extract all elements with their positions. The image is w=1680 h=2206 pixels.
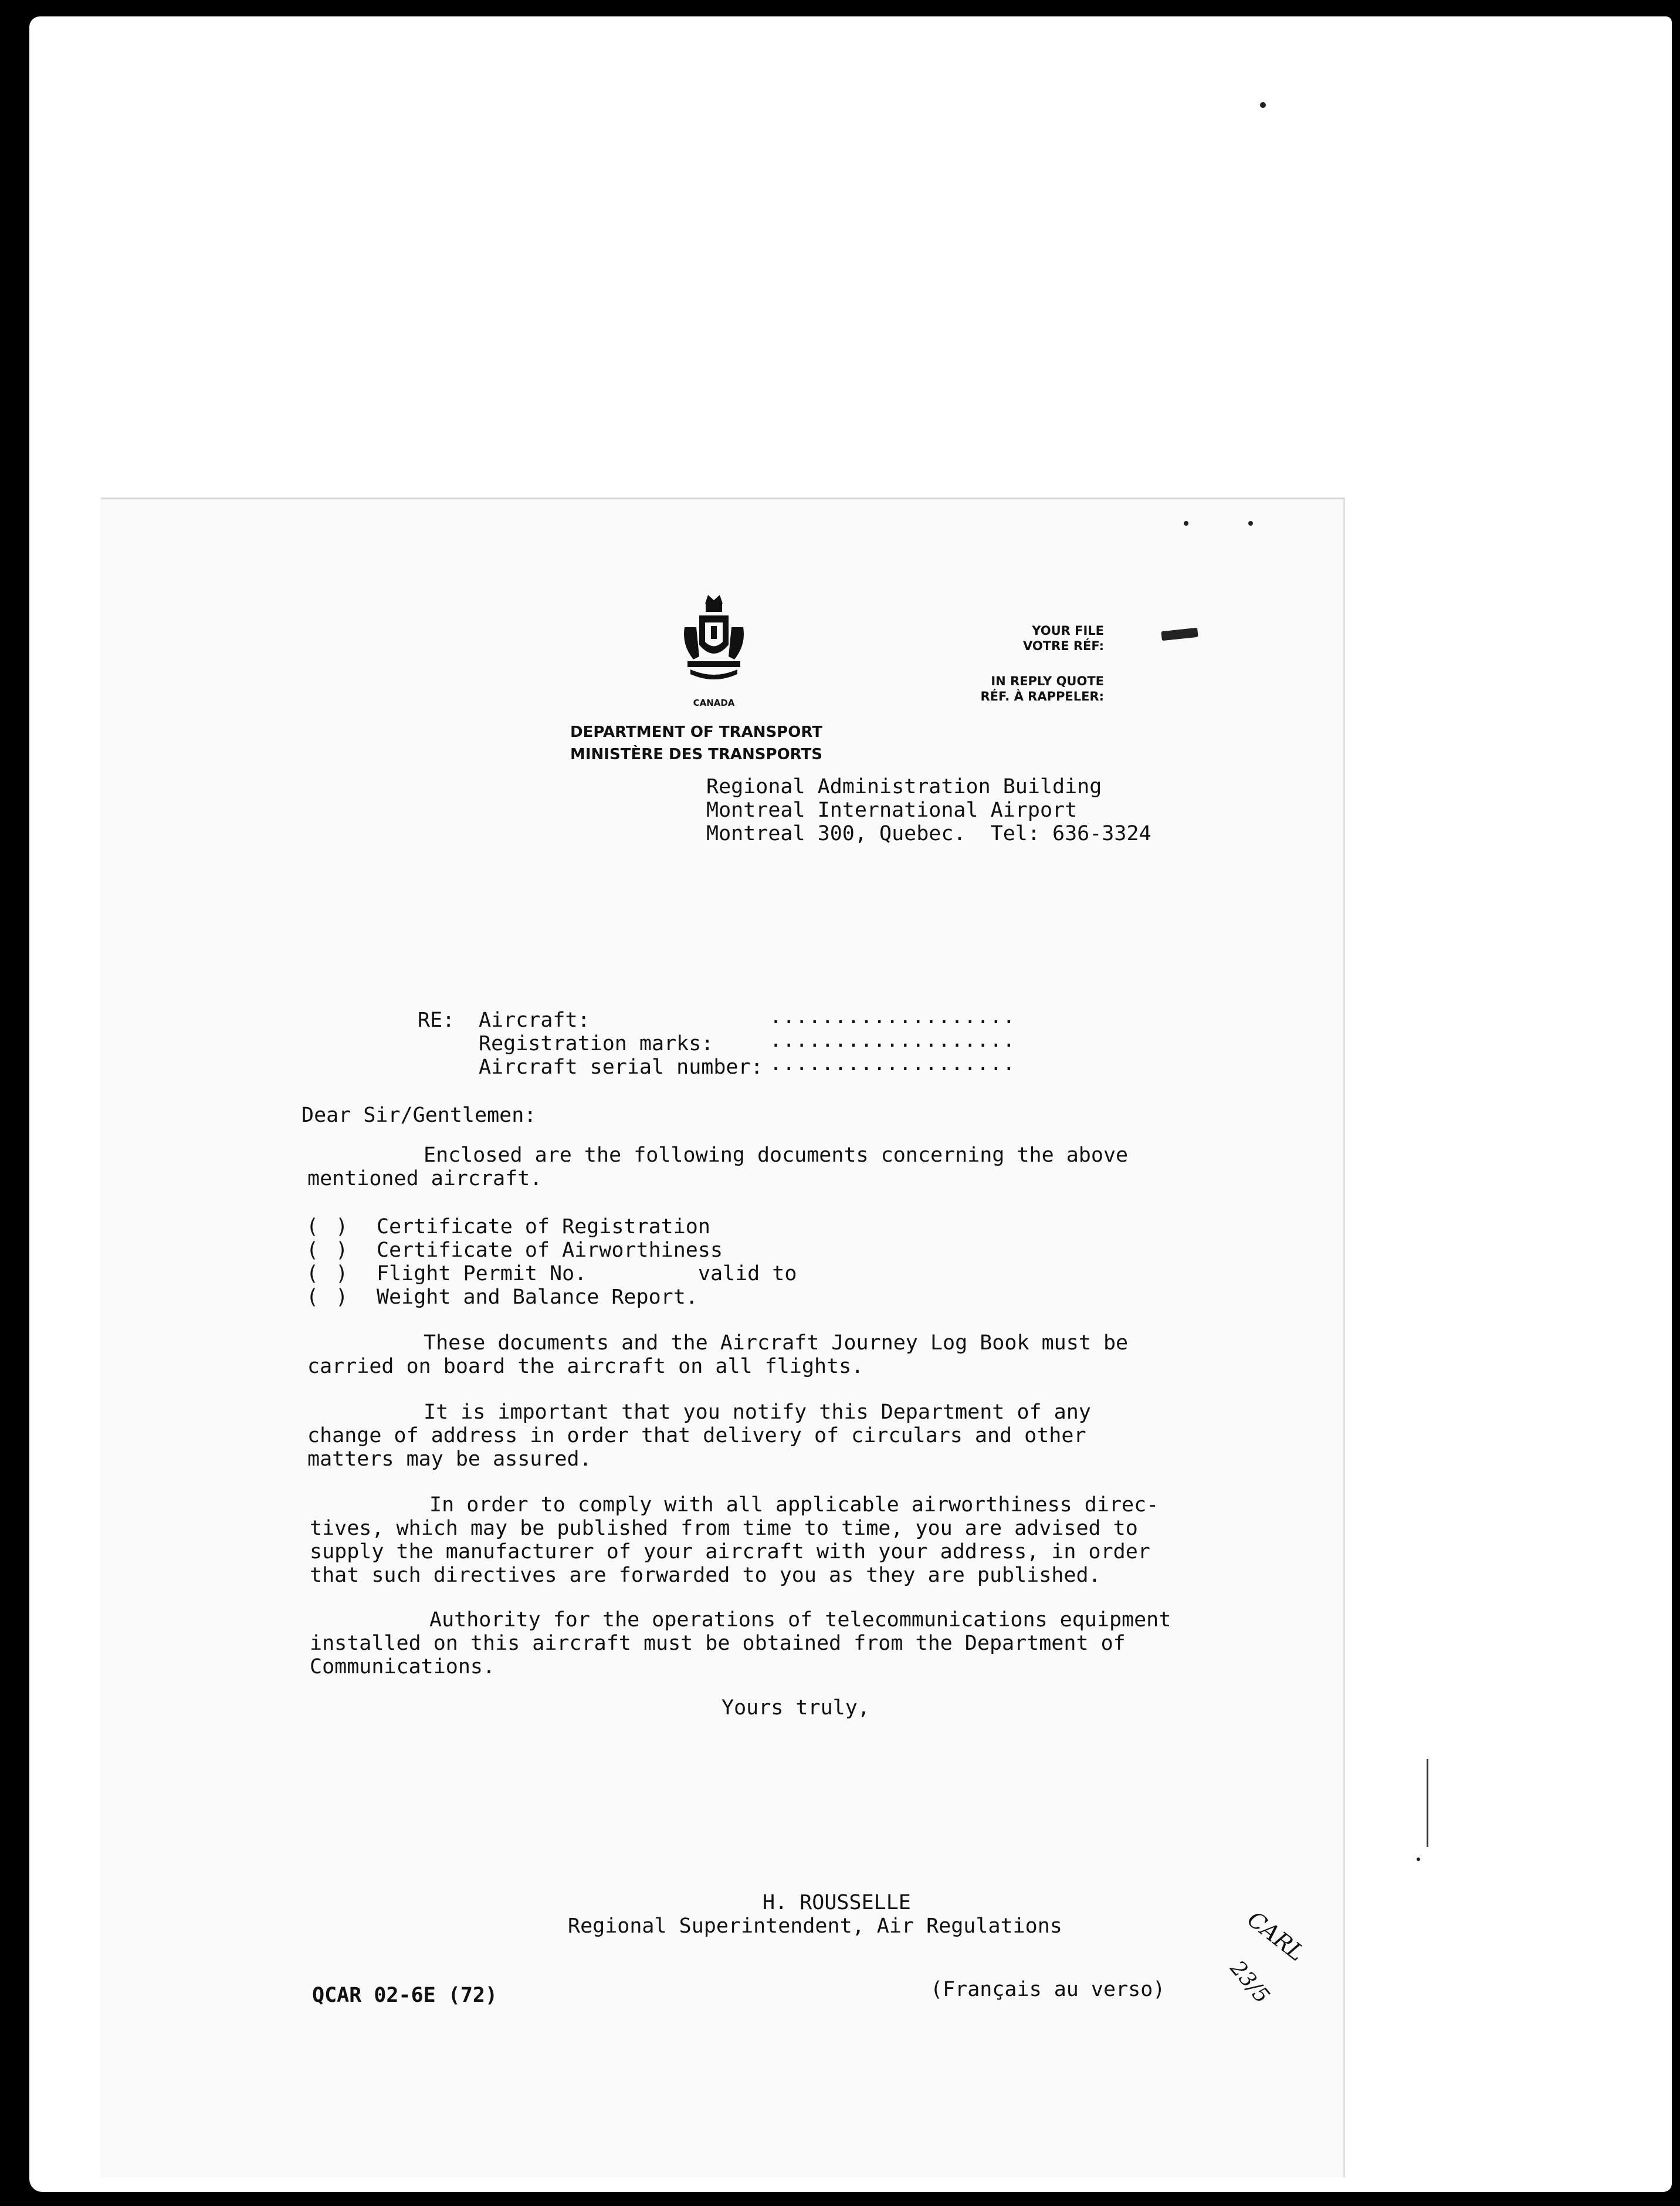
scan-speck xyxy=(1417,1857,1420,1861)
crest-label: CANADA xyxy=(693,698,735,708)
paragraph-2-line-3: matters may be assured. xyxy=(307,1447,592,1471)
signatory-title: Regional Superintendent, Air Regulations xyxy=(568,1914,1062,1938)
paragraph-3-line-4: that such directives are forwarded to you as they are published. xyxy=(310,1564,1101,1587)
paragraph-1-line-2: carried on board the aircraft on all flights. xyxy=(307,1355,864,1378)
paragraph-3-line-1: In order to comply with all applicable airworthiness direc- xyxy=(429,1493,1159,1517)
registration-blank: ................... xyxy=(770,1028,1016,1052)
paragraph-4-line-1: Authority for the operations of telecommunications equipment xyxy=(429,1608,1171,1632)
handwritten-annotation-1: CARL xyxy=(1242,1906,1310,1967)
checklist-item-3: Flight Permit No. valid to xyxy=(377,1262,797,1285)
aircraft-blank: ................... xyxy=(770,1005,1016,1028)
reply-quote-label-fr: RÉF. À RAPPELER: xyxy=(980,689,1104,703)
paragraph-2-line-2: change of address in order that delivery of circulars and other xyxy=(307,1424,1086,1447)
pen-mark xyxy=(1161,628,1198,641)
coat-of-arms-emblem xyxy=(679,592,749,692)
serial-blank: ................... xyxy=(770,1052,1016,1075)
signatory-name: H. ROUSSELLE xyxy=(763,1891,911,1914)
reply-quote-label-en: IN REPLY QUOTE xyxy=(991,674,1104,688)
scan-speck xyxy=(1260,102,1266,108)
paragraph-3-line-3: supply the manufacturer of your aircraft with your address, in order xyxy=(310,1540,1150,1564)
french-version-note: (Français au verso) xyxy=(930,1978,1166,2001)
checklist-item-1: Certificate of Registration xyxy=(377,1215,710,1239)
paragraph-4-line-3: Communications. xyxy=(310,1655,496,1679)
paragraph-1-line-1: These documents and the Aircraft Journey Log Book must be xyxy=(424,1331,1129,1355)
letter-sheet xyxy=(101,498,1345,2177)
intro-line-1: Enclosed are the following documents concerning the above xyxy=(424,1143,1129,1167)
scan-speck xyxy=(1248,521,1253,526)
paragraph-2-line-1: It is important that you notify this Department of any xyxy=(424,1400,1091,1424)
checklist-paren-2: ( ) xyxy=(306,1239,351,1262)
checklist-paren-1: ( ) xyxy=(306,1215,351,1239)
form-code: QCAR 02-6E (72) xyxy=(312,1984,498,2007)
closing: Yours truly, xyxy=(722,1696,870,1720)
checklist-paren-3: ( ) xyxy=(306,1262,351,1285)
scan-speck xyxy=(1184,521,1188,526)
intro-line-2: mentioned aircraft. xyxy=(307,1167,543,1190)
paragraph-4-line-2: installed on this aircraft must be obtained from the Department of xyxy=(310,1632,1126,1655)
department-name-fr: MINISTÈRE DES TRANSPORTS xyxy=(570,746,822,763)
re-registration-marks: Registration marks: xyxy=(479,1032,714,1055)
address-line-1: Regional Administration Building xyxy=(706,775,1102,799)
scanned-page xyxy=(29,16,1672,2192)
department-name-en: DEPARTMENT OF TRANSPORT xyxy=(570,723,822,741)
your-file-label-fr: VOTRE RÉF: xyxy=(1023,639,1104,653)
address-line-3: Montreal 300, Quebec. Tel: 636-3324 xyxy=(706,822,1151,845)
checklist-item-2: Certificate of Airworthiness xyxy=(377,1239,723,1262)
checklist-item-4: Weight and Balance Report. xyxy=(377,1285,698,1309)
your-file-label-en: YOUR FILE xyxy=(1032,624,1104,638)
checklist-paren-4: ( ) xyxy=(306,1285,351,1309)
re-label: RE: xyxy=(418,1009,455,1032)
salutation: Dear Sir/Gentlemen: xyxy=(302,1104,537,1127)
handwritten-annotation-2: 23/5 xyxy=(1225,1956,1275,2008)
address-line-2: Montreal International Airport xyxy=(706,799,1078,822)
scan-artifact-vertical-line xyxy=(1427,1759,1428,1847)
re-serial-number: Aircraft serial number: xyxy=(479,1055,763,1079)
paragraph-3-line-2: tives, which may be published from time to time, you are advised to xyxy=(310,1517,1138,1540)
re-aircraft: Aircraft: xyxy=(479,1009,590,1032)
